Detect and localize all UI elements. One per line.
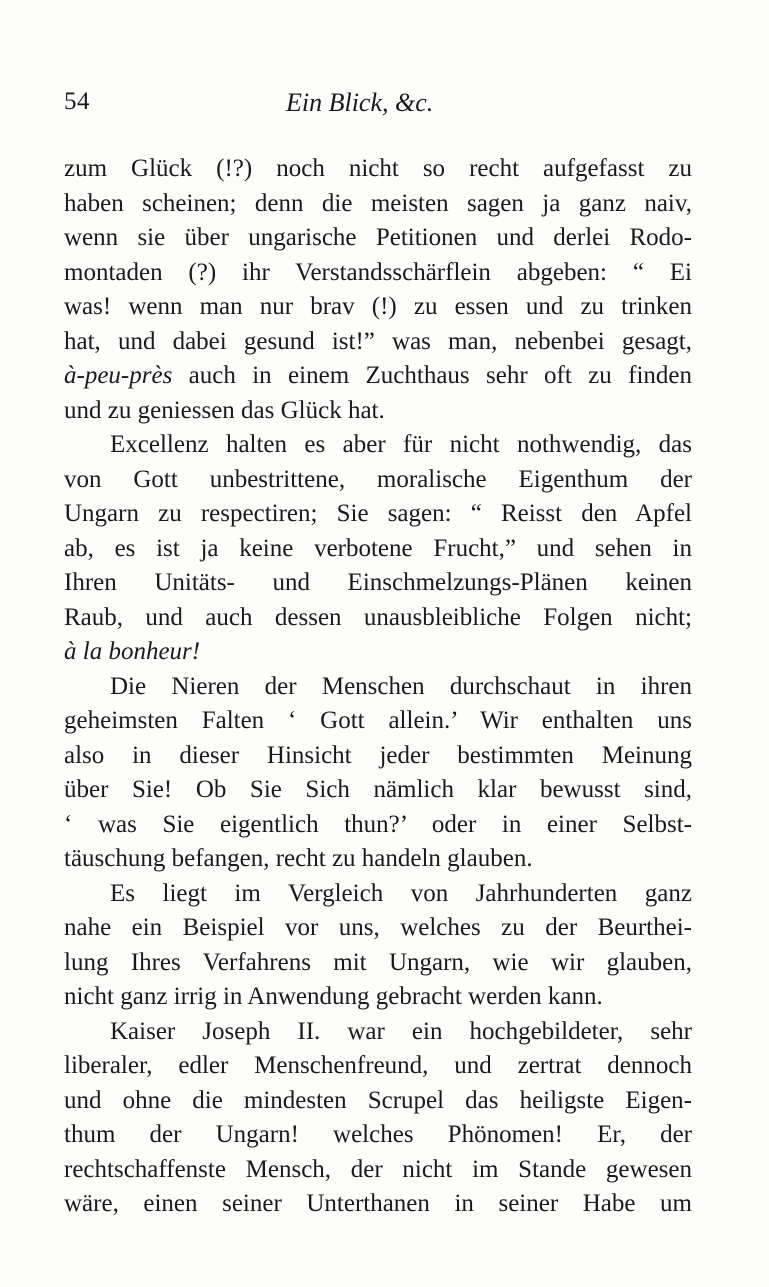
text-line: wäre, einen seiner Unterthanen in seiner Habe um (64, 1190, 692, 1217)
text-line: à-peu-près auch in einem Zuchthaus sehr oft zu finden (64, 362, 692, 389)
text-line: von Gott unbestrittene, moralische Eigenthum der (64, 465, 692, 493)
text-line: täuschung befangen, recht zu handeln glauben. (64, 845, 533, 872)
running-title: Ein Blick, &c. (286, 88, 434, 117)
text-line: nicht ganz irrig in Anwendung gebracht werden kann. (64, 983, 603, 1010)
text-line: zum Glück (!?) noch nicht so recht aufgefasst zu (64, 155, 692, 182)
text-line: ab, es ist ja keine verbotene Frucht,” und sehen in (64, 534, 692, 562)
text-line: ‘ was Sie eigentlich thun?’ oder in einer Selbst- (64, 810, 692, 838)
text-line: über Sie! Ob Sie Sich nämlich klar bewusst sind, (64, 776, 692, 803)
text-line: hat, und dabei gesund ist!” was man, nebenbei gesagt, (64, 327, 692, 355)
text-line: haben scheinen; denn die meisten sagen ja ganz naiv, (64, 189, 692, 217)
text-line: also in dieser Hinsicht jeder bestimmten Meinung (64, 741, 692, 769)
text-line: Ihren Unitäts- und Einschmelzungs-Plänen keinen (64, 569, 692, 596)
text-line: geheimsten Falten ‘ Gott allein.’ Wir enthalten uns (64, 707, 692, 734)
text-line: und zu geniessen das Glück hat. (64, 396, 385, 424)
text-line: rechtschaffenste Mensch, der nicht im Stande gewesen (64, 1155, 692, 1183)
text-line: und ohne die mindesten Scrupel das heiligste Eigen- (64, 1086, 692, 1114)
paragraph-start-line: Excellenz halten es aber für nicht nothwendig, das (110, 431, 692, 458)
italic-phrase: à-peu-près (64, 362, 173, 389)
paragraph-start-line: Es liegt im Vergleich von Jahrhunderten ganz (110, 879, 692, 907)
text-line (64, 635, 692, 670)
page-number: 54 (64, 88, 90, 115)
body-text (64, 152, 692, 1222)
paragraph-start-line: Kaiser Joseph II. war ein hochgebildeter, sehr (110, 1017, 692, 1045)
italic-phrase: à la bonheur! (64, 638, 201, 665)
text-line: lung Ihres Verfahrens mit Ungarn, wie wir glauben, (64, 948, 692, 976)
text-line: thum der Ungarn! welches Phönomen! Er, der (64, 1121, 692, 1148)
paragraph-start-line: Die Nieren der Menschen durchschaut in ihren (110, 672, 692, 700)
page-header (64, 88, 704, 128)
text-line: wenn sie über ungarische Petitionen und derlei Rodo- (64, 224, 692, 251)
text-line: liberaler, edler Menschenfreund, und zertrat dennoch (64, 1052, 692, 1079)
text-line: montaden (?) ihr Verstandsschärflein abgeben: “ Ei (64, 258, 692, 286)
text-line: Ungarn zu respectiren; Sie sagen: “ Reisst den Apfel (64, 500, 692, 527)
text-line: nahe ein Beispiel vor uns, welches zu der Beurthei- (64, 914, 692, 941)
text-line: was! wenn man nur brav (!) zu essen und zu trinken (64, 293, 692, 320)
text-line: Raub, und auch dessen unausbleibliche Folgen nicht; (64, 603, 692, 631)
